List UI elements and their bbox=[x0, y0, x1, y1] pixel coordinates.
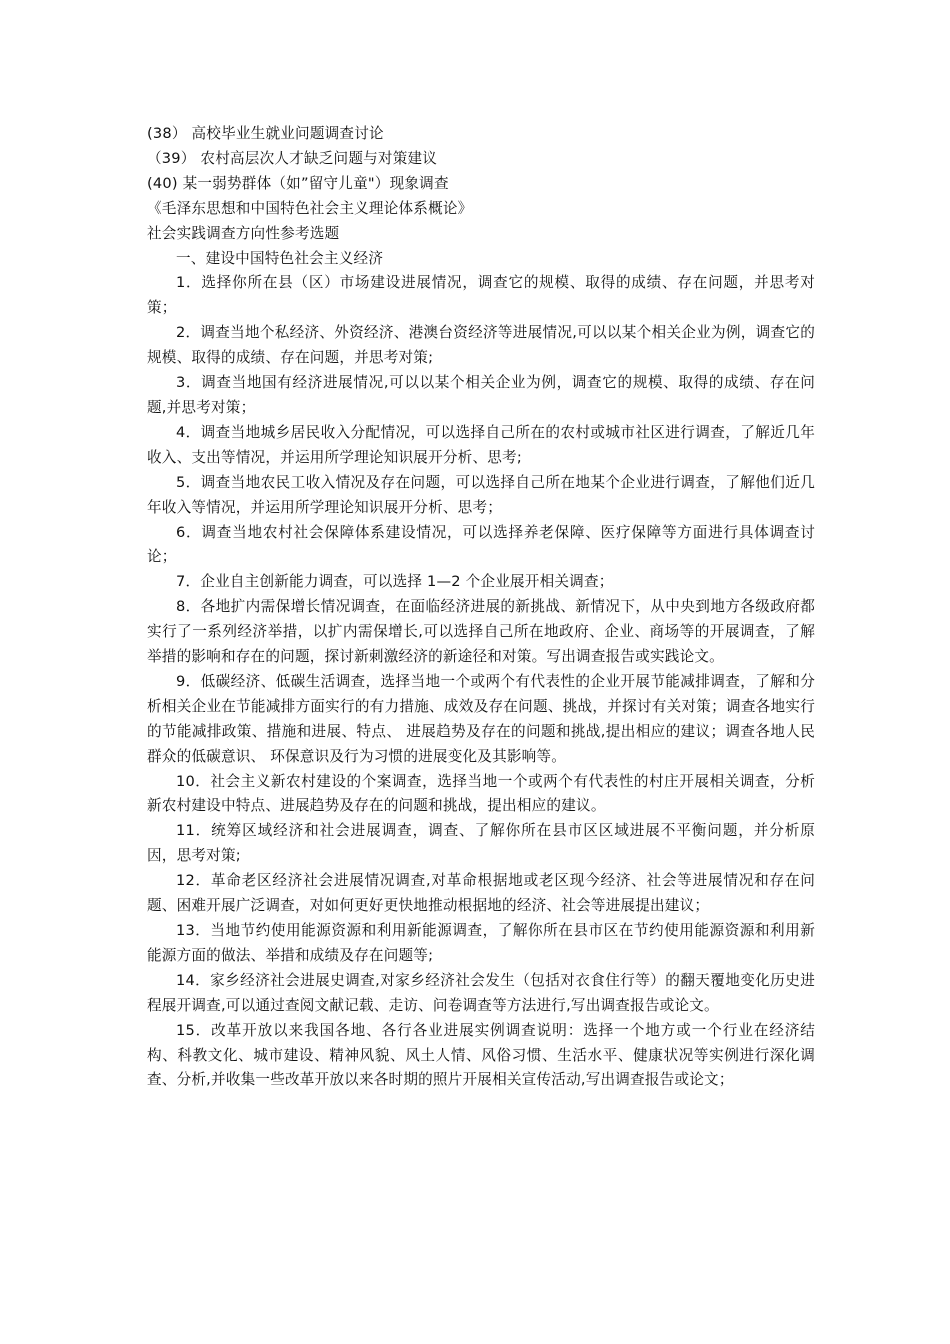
topic-item-2: 2．调查当地个私经济、外资经济、港澳台资经济等进展情况,可以以某个相关企业为例，调查它的规模、取得的成绩、存在问题，并思考对策; bbox=[147, 324, 815, 367]
topic-item-12: 12．革命老区经济社会进展情况调查,对革命根据地或老区现今经济、社会等进展情况和存在问题、困难开展广泛调查，对如何更好更快地推动根据地的经济、社会等进展提出建议； bbox=[147, 872, 815, 915]
topic-item-5: 5．调查当地农民工收入情况及存在问题，可以选择自己所在地某个企业进行调查，了解他们近几年收入等情况，并运用所学理论知识展开分析、思考； bbox=[147, 473, 815, 516]
topic-item-14: 14．家乡经济社会进展史调查,对家乡经济社会发生（包括对衣食住行等）的翻天覆地变化历史进程展开调查,可以通过查阅文献记载、走访、问卷调查等方法进行,写出调查报告或论文。 bbox=[147, 971, 815, 1014]
topic-item-10: 10．社会主义新农村建设的个案调查，选择当地一个或两个有代表性的村庄开展相关调查，分析新农村建设中特点、进展趋势及存在的问题和挑战，提出相应的建议。 bbox=[147, 772, 815, 815]
section-heading: 一、建设中国特色社会主义经济 bbox=[176, 249, 384, 267]
topic-40: (40) 某一弱势群体（如”留守儿童"）现象调查 bbox=[147, 174, 449, 192]
topic-item-11: 11．统筹区域经济和社会进展调查，调查、了解你所在县市区区域进展不平衡问题，并分析原因，思考对策; bbox=[147, 822, 815, 865]
topic-item-8: 8．各地扩内需保增长情况调查，在面临经济进展的新挑战、新情况下，从中央到地方各级政府都实行了一系列经济举措，以扩内需保增长,可以选择自己所在地政府、企业、商场等的开展调查，了解举措的影响和存在的问题，探讨新刺激经济的新途径和对策。写出调查报告或实践论文。 bbox=[147, 598, 815, 666]
document-subtitle: 社会实践调查方向性参考选题 bbox=[147, 224, 340, 242]
topic-item-7: 7．企业自主创新能力调查，可以选择 1—2 个企业展开相关调查； bbox=[176, 573, 614, 591]
topic-item-6: 6．调查当地农村社会保障体系建设情况，可以选择养老保障、医疗保障等方面进行具体调查讨论； bbox=[147, 523, 815, 566]
course-title: 《毛泽东思想和中国特色社会主义理论体系概论》 bbox=[147, 199, 473, 217]
topic-item-13: 13．当地节约使用能源资源和利用新能源调查，了解你所在县市区在节约使用能源资源和利用新能源方面的做法、举措和成绩及存在问题等; bbox=[147, 922, 815, 964]
topic-item-4: 4．调查当地城乡居民收入分配情况，可以选择自己所在的农村或城市社区进行调查，了解近几年收入、支出等情况，并运用所学理论知识展开分析、思考; bbox=[147, 423, 815, 466]
topic-item-3: 3．调查当地国有经济进展情况,可以以某个相关企业为例，调查它的规模、取得的成绩、存在问题,并思考对策； bbox=[147, 374, 815, 416]
topic-39: （39） 农村高层次人才缺乏问题与对策建议 bbox=[147, 149, 438, 167]
topic-item-1: 1．选择你所在县（区）市场建设进展情况，调查它的规模、取得的成绩、存在问题，并思考对策； bbox=[147, 274, 815, 317]
topic-38: (38） 高校毕业生就业问题调查讨论 bbox=[147, 125, 384, 142]
topic-item-9: 9．低碳经济、低碳生活调查，选择当地一个或两个有代表性的企业开展节能减排调查，了解和分析相关企业在节能减排方面实行的有力措施、成效及存在问题、挑战，并探讨有关对策；调查各地实行的节能减排政策、措施和进展、特点、 进展趋势及存在的问题和挑战,提出相应的建议；调查各地人民群众的低碳意识、 环保意识及行为习惯的进展变化及其影响等。 bbox=[147, 672, 815, 765]
topic-item-15: 15．改革开放以来我国各地、各行各业进展实例调查说明：选择一个地方或一个行业在经济结构、科教文化、城市建设、精神风貌、风土人情、风俗习惯、生活水平、健康状况等实例进行深化调查、分析,并收集一些改革开放以来各时期的照片开展相关宣传活动,写出调查报告或论文； bbox=[147, 1021, 815, 1089]
document-body bbox=[147, 122, 815, 1093]
